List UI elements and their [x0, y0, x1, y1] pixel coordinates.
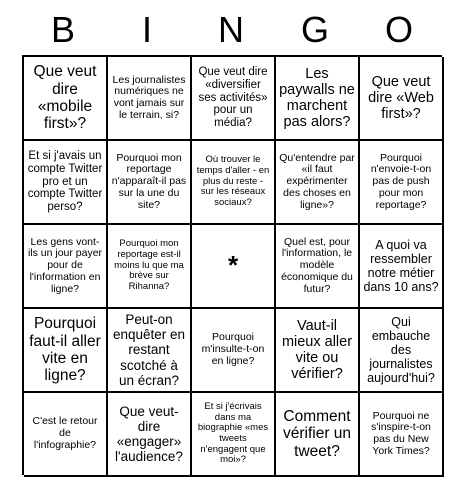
bingo-cell: Les paywalls ne marchent pas alors?	[276, 57, 360, 141]
bingo-cell: Peut-on enquêter en restant scotché à un écran?	[108, 309, 192, 393]
bingo-cell: Vaut-il mieux aller vite ou vérifier?	[276, 309, 360, 393]
bingo-cell: Où trouver le temps d'aller - en plus du reste - sur les réseaux sociaux?	[192, 141, 276, 225]
bingo-cell: Pourquoi n'envoie-t-on pas de push pour mon reportage?	[360, 141, 444, 225]
bingo-cell: Pourquoi mon reportage est-il moins lu que ma brève sur Rihanna?	[108, 225, 192, 309]
bingo-cell: Pourquoi ne s'inspire-t-on pas du New York Times?	[360, 393, 444, 477]
free-space-star: *	[192, 225, 276, 309]
bingo-cell: Que veut dire «Web first»?	[360, 57, 444, 141]
bingo-cell: Les journalistes numériques ne vont jamais sur le terrain, si?	[108, 57, 192, 141]
bingo-grid	[22, 55, 442, 475]
bingo-cell: Pourquoi m'insulte-t-on en ligne?	[192, 309, 276, 393]
bingo-cell: C'est le retour de l'infographie?	[24, 393, 108, 477]
bingo-cell: Et si j'avais un compte Twitter pro et un compte Twitter perso?	[24, 141, 108, 225]
bingo-cell: Qui embauche des journalistes aujourd'hui?	[360, 309, 444, 393]
bingo-cell: Comment vérifier un tweet?	[276, 393, 360, 477]
title-letter-g: G	[300, 9, 331, 50]
bingo-cell: Pourquoi mon reportage n'apparaît-il pas sur la une du site?	[108, 141, 192, 225]
bingo-cell: Que veut-dire «engager» l'audience?	[108, 393, 192, 477]
bingo-title	[22, 8, 442, 52]
title-letter-n: N	[218, 9, 246, 50]
bingo-cell: Pourquoi faut-il aller vite en ligne?	[24, 309, 108, 393]
title-letter-b: B	[50, 9, 77, 50]
bingo-cell: Que veut dire «mobile first»?	[24, 57, 108, 141]
bingo-cell: Qu'entendre par «il faut expérimenter des choses en ligne»?	[276, 141, 360, 225]
title-letter-i: I	[141, 9, 154, 50]
bingo-cell: Quel est, pour l'information, le modèle économique du futur?	[276, 225, 360, 309]
bingo-cell: Et si j'écrivais dans ma biographie «mes tweets n'engagent que moi»?	[192, 393, 276, 477]
bingo-cell: Que veut dire «diversifier ses activités» pour un média?	[192, 57, 276, 141]
bingo-cell: Les gens vont-ils un jour payer pour de l'information en ligne?	[24, 225, 108, 309]
title-letter-o: O	[384, 9, 415, 50]
bingo-cell: A quoi va ressembler notre métier dans 10 ans?	[360, 225, 444, 309]
